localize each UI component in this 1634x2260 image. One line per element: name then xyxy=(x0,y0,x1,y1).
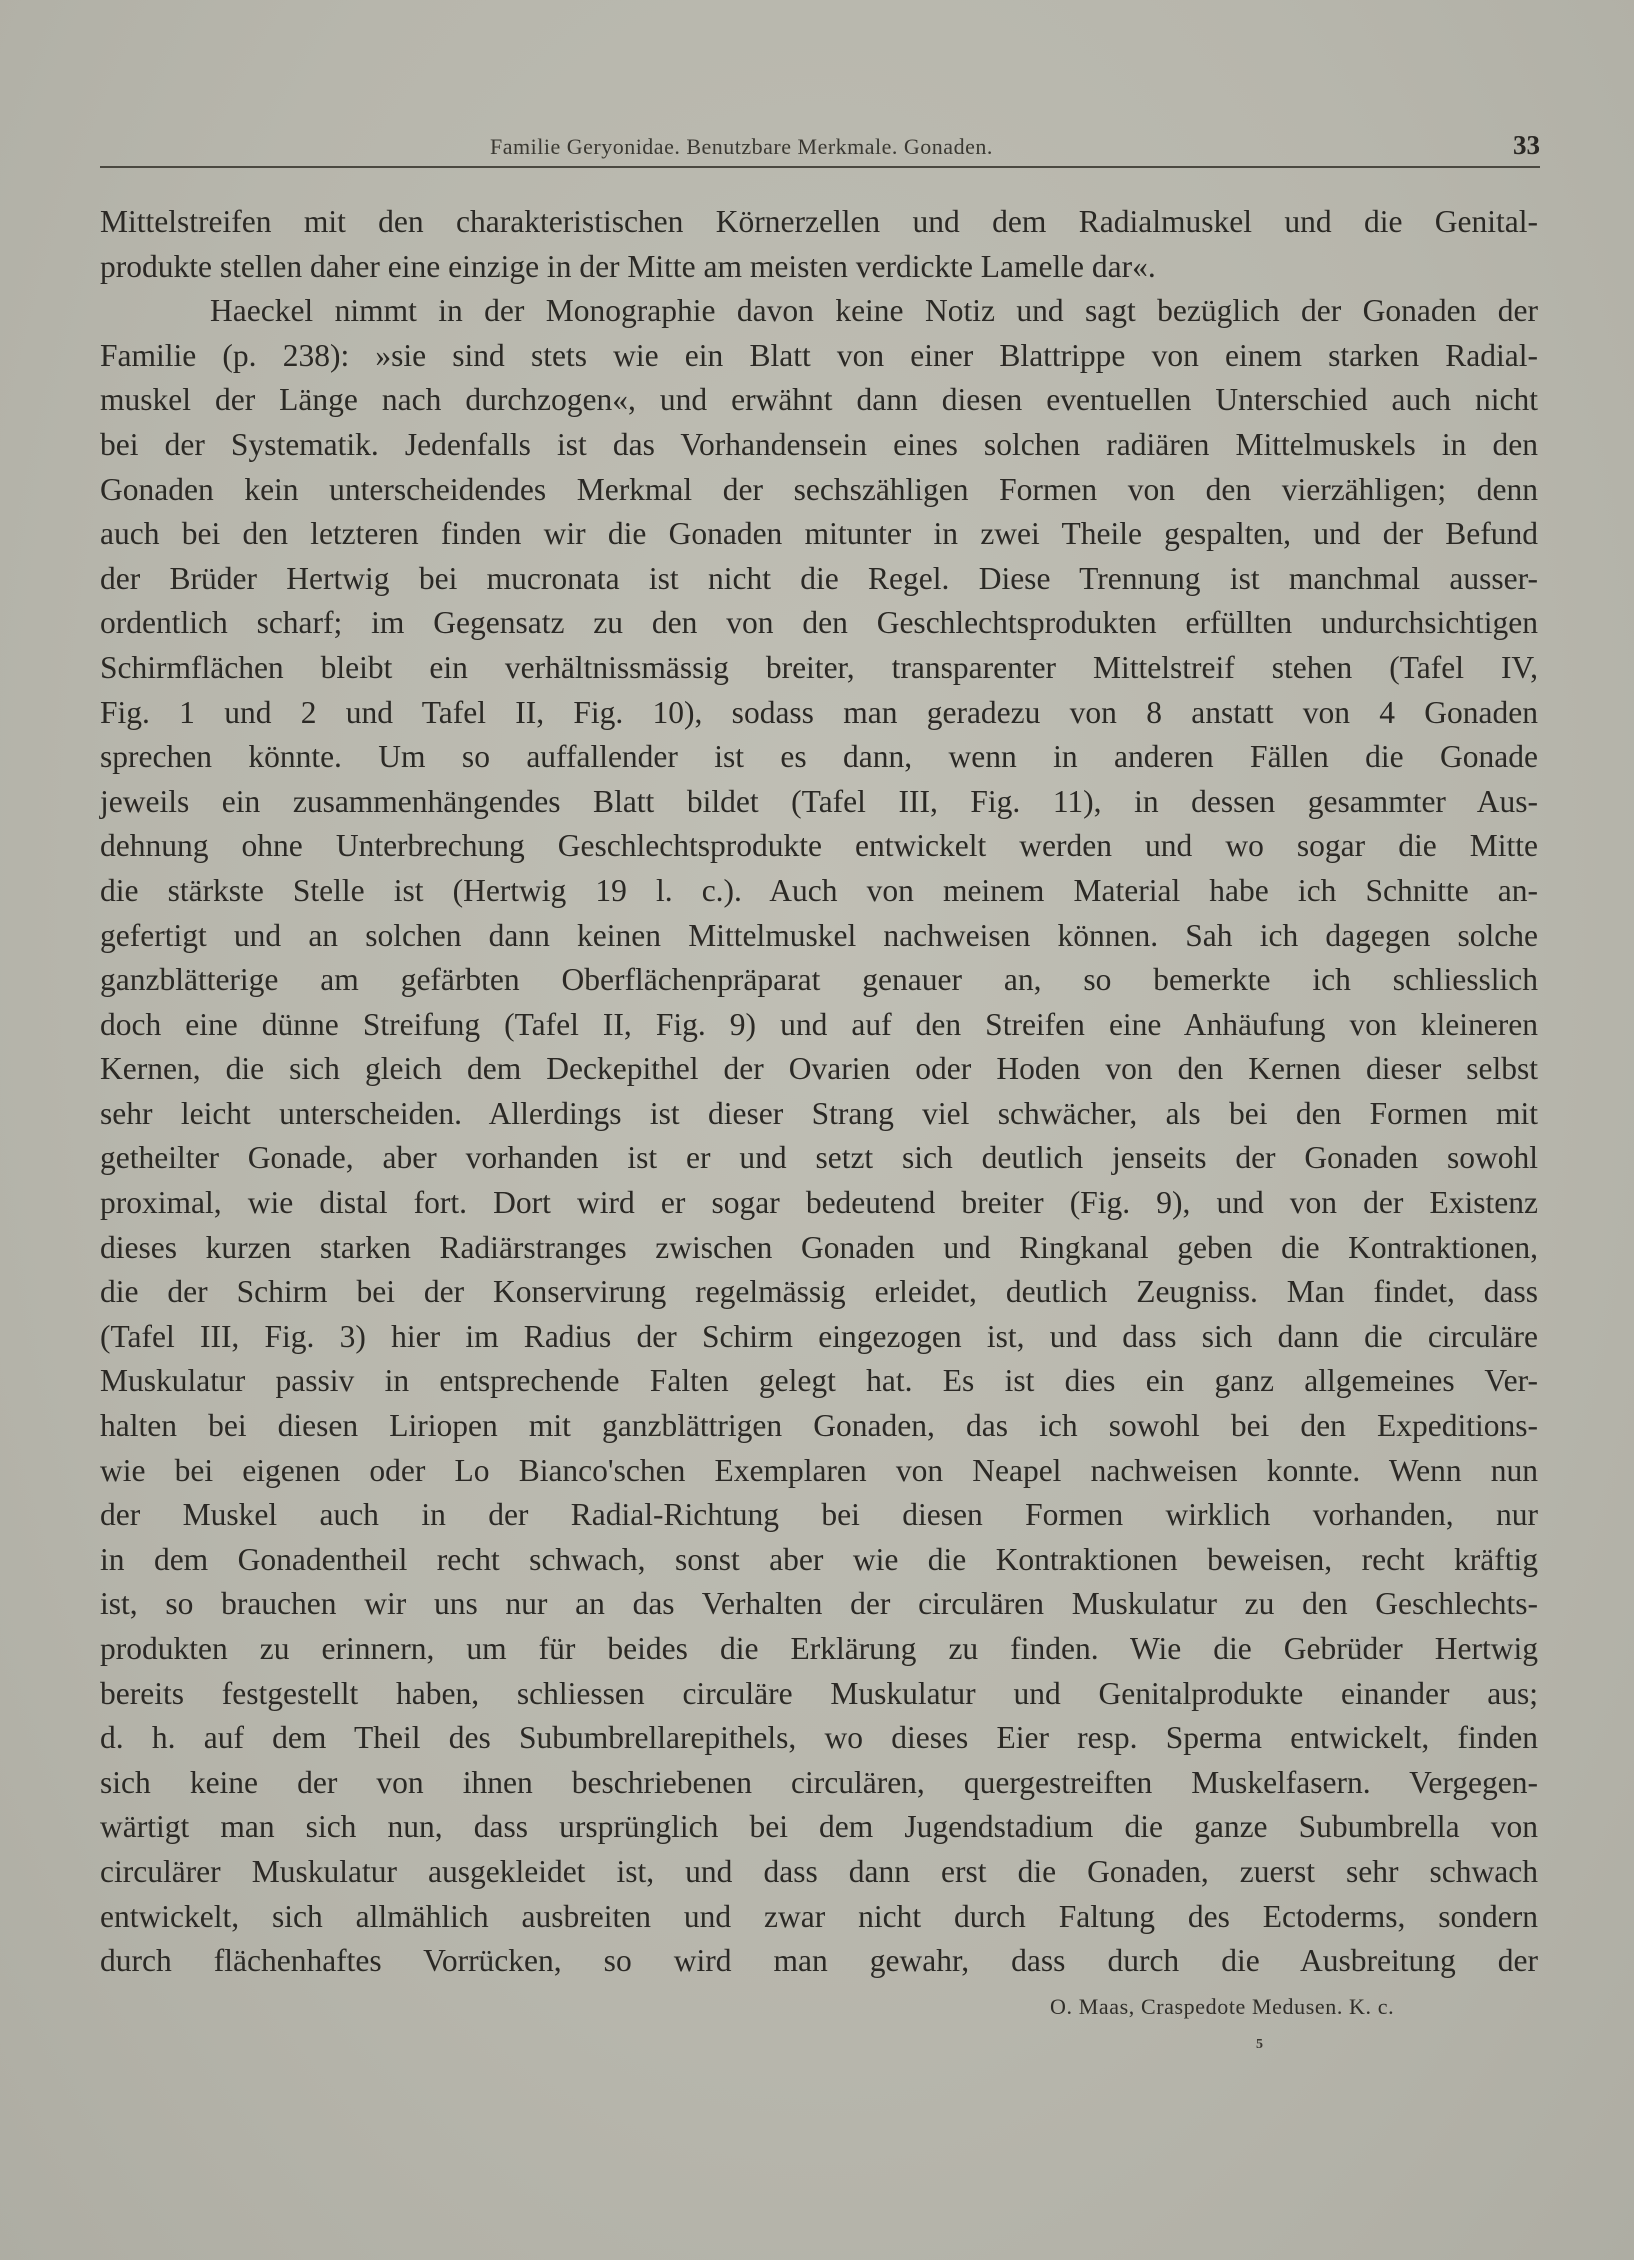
text-line: produkten zu erinnern, um für beides die Erklärung zu finden. Wie die Gebrüder Hertwig xyxy=(100,1631,1538,1666)
text-line: ist, so brauchen wir uns nur an das Verhalten der circulären Muskulatur zu den Geschlechts- xyxy=(100,1586,1538,1622)
text-line: proximal, wie distal fort. Dort wird er sogar bedeutend breiter (Fig. 9), und von der Existenz xyxy=(100,1185,1538,1221)
text-line: gefertigt und an solchen dann keinen Mittelmuskel nachweisen können. Sah ich dagegen solche xyxy=(100,917,1538,953)
text-line: Fig. 1 und 2 und Tafel II, Fig. 10), sodass man geradezu von 8 anstatt von 4 Gonaden xyxy=(100,694,1538,730)
page-number: 33 xyxy=(1513,130,1540,160)
header-rule xyxy=(100,166,1540,168)
text-line: halten bei diesen Liriopen mit ganzblättrigen Gonaden, das ich sowohl bei den Expeditions- xyxy=(100,1408,1538,1444)
text-line: auch bei den letzteren finden wir die Gonaden mitunter in zwei Theile gespalten, und der Befund xyxy=(100,516,1538,552)
text-line: wie bei eigenen oder Lo Bianco'schen Exemplaren von Neapel nachweisen konnte. Wenn nun xyxy=(100,1452,1538,1488)
text-line: Familie (p. 238): »sie sind stets wie ein Blatt von einer Blattrippe von einem starken Radial- xyxy=(100,337,1538,373)
text-line: der Brüder Hertwig bei mucronata ist nicht die Regel. Diese Trennung ist manchmal ausser- xyxy=(100,560,1538,596)
text-line: bei der Systematik. Jedenfalls ist das Vorhandensein eines solchen radiären Mittelmuskels in den xyxy=(100,426,1538,462)
text-line: muskel der Länge nach durchzogen«, und erwähnt dann diesen eventuellen Unterschied auch nicht xyxy=(100,382,1538,418)
text-line: circulärer Muskulatur ausgekleidet ist, und dass dann erst die Gonaden, zuerst sehr schwach xyxy=(100,1853,1538,1889)
text-line: sehr leicht unterscheiden. Allerdings ist dieser Strang viel schwächer, als bei den Formen mit xyxy=(100,1095,1538,1131)
text-line: Gonaden kein unterscheidendes Merkmal der sechszähligen Formen von den vierzähligen; denn xyxy=(100,471,1538,507)
text-line: sich keine der von ihnen beschriebenen circulären, quergestreiften Muskelfasern. Vergegen- xyxy=(100,1764,1538,1800)
text-line: entwickelt, sich allmählich ausbreiten und zwar nicht durch Faltung des Ectoderms, sondern xyxy=(100,1898,1538,1934)
text-line: sprechen könnte. Um so auffallender ist es dann, wenn in anderen Fällen die Gonade xyxy=(100,739,1538,775)
sheet-mark: 5 xyxy=(1256,2037,1263,2052)
text-line: Haeckel nimmt in der Monographie davon keine Notiz und sagt bezüglich der Gonaden der xyxy=(210,293,1538,329)
text-line: die der Schirm bei der Konservirung regelmässig erleidet, deutlich Zeugniss. Man findet, dass xyxy=(100,1274,1538,1310)
text-line: ordentlich scharf; im Gegensatz zu den von den Geschlechtsprodukten erfüllten undurchsichtigen xyxy=(100,605,1538,641)
text-line: wärtigt man sich nun, dass ursprünglich bei dem Jugendstadium die ganze Subumbrella von xyxy=(100,1809,1538,1845)
text-line: produkte stellen daher eine einzige in der Mitte am meisten verdickte Lamelle dar«. xyxy=(100,248,1156,284)
text-line: der Muskel auch in der Radial-Richtung bei diesen Formen wirklich vorhanden, nur xyxy=(100,1497,1538,1533)
text-line: ganzblätterige am gefärbten Oberflächenpräparat genauer an, so bemerkte ich schliesslich xyxy=(100,962,1538,998)
text-line: bereits festgestellt haben, schliessen circuläre Muskulatur und Genitalprodukte einander aus; xyxy=(100,1675,1538,1711)
text-line: Mittelstreifen mit den charakteristischen Körnerzellen und dem Radialmuskel und die Genital- xyxy=(100,204,1538,239)
text-line: Muskulatur passiv in entsprechende Falten gelegt hat. Es ist dies ein ganz allgemeines Ver- xyxy=(100,1363,1538,1399)
text-line: (Tafel III, Fig. 3) hier im Radius der Schirm eingezogen ist, und dass sich dann die circuläre xyxy=(100,1318,1538,1354)
text-line: d. h. auf dem Theil des Subumbrellarepithels, wo dieses Eier resp. Sperma entwickelt, finden xyxy=(100,1720,1538,1756)
text-line: doch eine dünne Streifung (Tafel II, Fig. 9) und auf den Streifen eine Anhäufung von kleineren xyxy=(100,1006,1538,1042)
running-header xyxy=(100,128,1540,162)
text-line: dieses kurzen starken Radiärstranges zwischen Gonaden und Ringkanal geben die Kontraktionen, xyxy=(100,1229,1538,1265)
text-line: durch flächenhaftes Vorrücken, so wird man gewahr, dass durch die Ausbreitung der xyxy=(100,1943,1538,1979)
text-line: Schirmflächen bleibt ein verhältnissmässig breiter, transparenter Mittelstreif stehen (Tafel IV, xyxy=(100,649,1538,685)
text-line: dehnung ohne Unterbrechung Geschlechtsprodukte entwickelt werden und wo sogar die Mitte xyxy=(100,828,1538,864)
text-line: getheilter Gonade, aber vorhanden ist er und setzt sich deutlich jenseits der Gonaden sowohl xyxy=(100,1140,1538,1176)
text-line: jeweils ein zusammenhängendes Blatt bildet (Tafel III, Fig. 11), in dessen gesammter Aus- xyxy=(100,783,1538,819)
header-title: Familie Geryonidae. Benutzbare Merkmale. Gonaden. xyxy=(490,134,993,159)
text-line: in dem Gonadentheil recht schwach, sonst aber wie die Kontraktionen beweisen, recht kräftig xyxy=(100,1541,1538,1577)
text-line: die stärkste Stelle ist (Hertwig 19 l. c.). Auch von meinem Material habe ich Schnitte an- xyxy=(100,872,1538,908)
footer-signature: O. Maas, Craspedote Medusen. K. c. xyxy=(1050,1994,1395,2019)
body-text xyxy=(100,200,1538,1984)
text-line: Kernen, die sich gleich dem Deckepithel der Ovarien oder Hoden von den Kernen dieser selbst xyxy=(100,1051,1538,1087)
